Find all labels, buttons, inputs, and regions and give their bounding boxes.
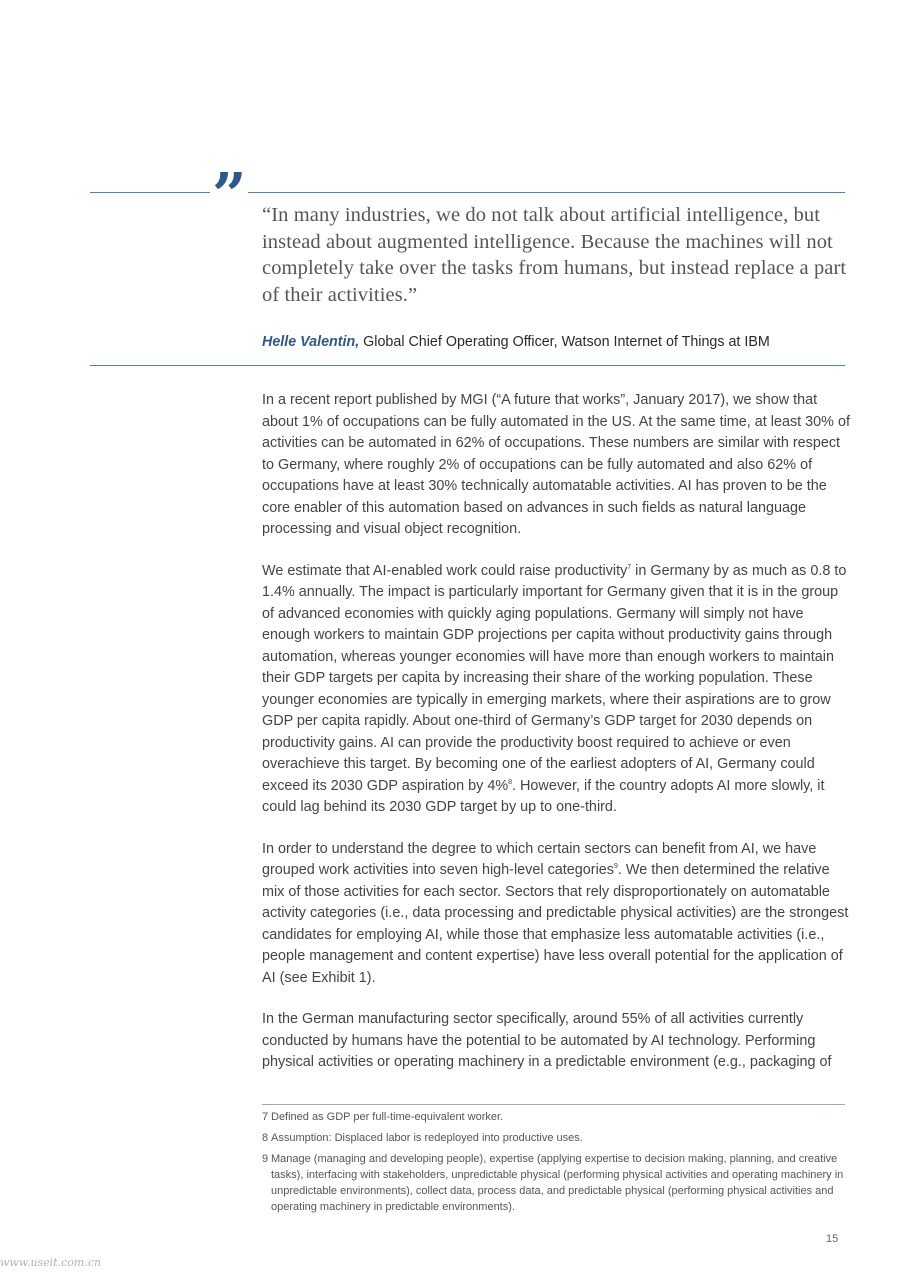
paragraph-1: In a recent report published by MGI (“A future that works”, January 2017), we show that about 1% of occupations can be fully automated in the US. At the same time, at least 30% of activities can be automated in 62% of occupations. These numbers are similar with respect to Germany, where roughly 2% of occupations can be fully automated and also 62% of occupations have at least 30% technically automatable activities. AI has proven to be the core enabler of this automation based on advances in such fields as natural language processing and visual object recognition. [262,392,850,537]
footnote-number: 7 [262,1111,269,1123]
quote-top-rule-right [248,192,845,193]
footnote-ref-8[interactable]: 8 [508,778,513,786]
paragraph-3 [262,839,852,990]
footnotes [262,1109,852,1220]
page-number: 15 [826,1233,839,1245]
footnote-8 [262,1130,852,1146]
body-text [262,390,852,1094]
footnote-number: 8 [262,1132,269,1144]
paragraph-2 [262,561,852,819]
paragraph-2-part-a: We estimate that AI-enabled work could raise productivity [262,562,628,579]
paragraph-2-part-c: . However, if the country adopts AI more slowly, it could lag behind its 2030 GDP target by up to one-third. [262,777,825,815]
paragraph-2-part-b: in Germany by as much as 0.8 to 1.4% annually. The impact is particularly important for Germany given that it is in the group of advanced economies with quickly aging populations. Germany will simply not have enough workers to maintain GDP projections per capita without productivity gains through automation, whereas younger economies will have more than enough workers to maintain their GDP targets per capita by increasing their share of the working population. These younger economies are typically in emerging markets, where their aspirations are to grow GDP per capita rapidly. About one-third of Germany’s GDP target for 2030 depends on productivity gains. AI can provide the productivity boost required to achieve or even overachieve this target. By becoming one of the earliest adopters of AI, Germany could exceed its 2030 GDP aspiration by 4% [262,562,847,794]
paragraph-4: In the German manufacturing sector specifically, around 55% of all activities currently conducted by humans have the potential to be automated by AI technology. Performing physical activities or operating machinery in a predictable environment (e.g., packaging of [262,1011,832,1070]
footnote-ref-9[interactable]: 9 [613,863,618,871]
quotation-mark-icon: ” [212,161,241,231]
footnote-7 [262,1109,852,1125]
watermark: www.useit.com.cn [0,1256,102,1269]
footnote-rule [262,1104,845,1105]
pull-quote: “In many industries, we do not talk about artificial intelligence, but instead about augmented intelligence. Because the machines will not completely take over the tasks from humans, but instead replace a part of their activities.” [262,204,847,306]
footnote-number: 9 [262,1153,269,1165]
footnote-ref-7[interactable]: 7 [627,563,632,571]
paragraph-3-part-b: . We then determined the relative mix of those activities for each sector. Sectors that rely disproportionately on automatable activity categories (i.e., data processing and predictable physical activities) are the strongest candidates for employing AI, while those that emphasize less automatable activities (i.e., people management and content expertise) have less overall potential for the application of AI (see Exhibit 1). [262,862,849,986]
footnote-text: Defined as GDP per full-time-equivalent worker. [271,1111,504,1123]
quote-bottom-rule [90,365,845,366]
quote-attribution [262,333,862,351]
paragraph-3-part-a: In order to understand the degree to which certain sectors can benefit from AI, we have grouped work activities into seven high-level categories [262,840,817,878]
quote-author: Helle Valentin, [262,334,360,350]
quote-top-rule-left [90,192,210,193]
footnote-text: Manage (managing and developing people), expertise (applying expertise to decision making, planning, and creative tasks), interfacing with stakeholders, unpredictable physical (performing physical activities and operating machinery in unpredictable environments), collect data, process data, and predictable physical (performing physical activities and operating machinery in predictable environments). [271,1153,844,1213]
quote-author-role: Global Chief Operating Officer, Watson Internet of Things at IBM [359,334,770,350]
footnote-9 [262,1151,852,1215]
footnote-text: Assumption: Displaced labor is redeployed into productive uses. [271,1132,583,1144]
